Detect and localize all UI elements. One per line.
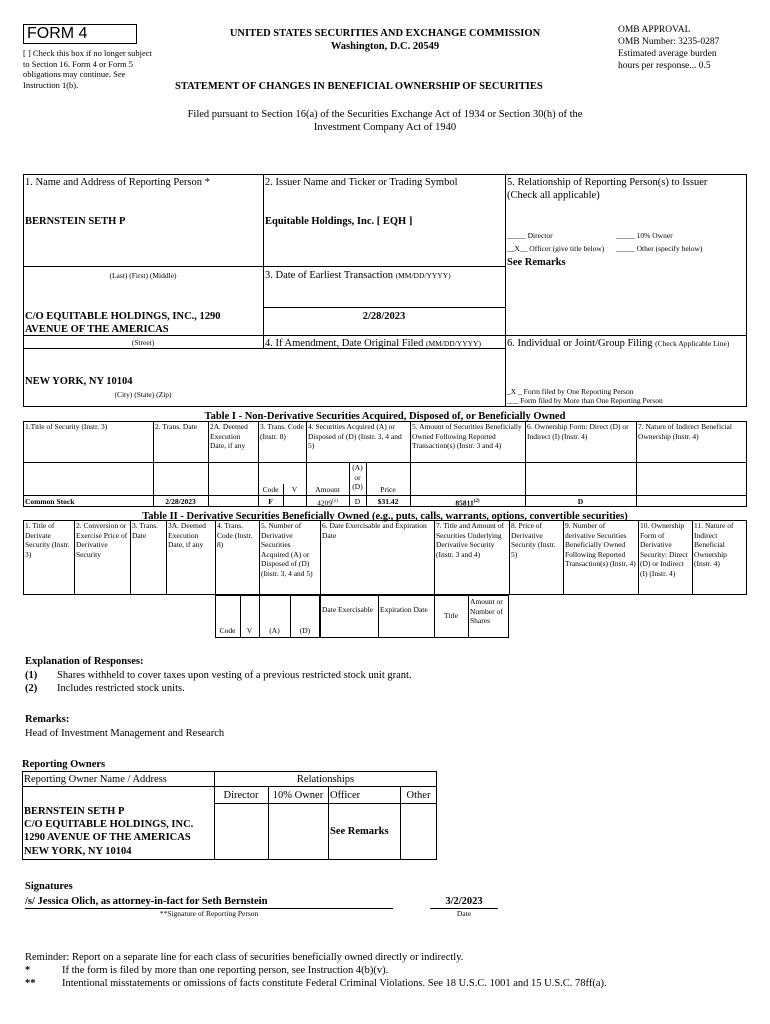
filing-more: ___ Form filed by More than One Reporting Person bbox=[507, 396, 663, 405]
explanation-heading: Explanation of Responses: bbox=[25, 656, 144, 667]
agency-line2: Washington, D.C. 20549 bbox=[330, 41, 440, 52]
footer-reminder: Reminder: Report on a separate line for each class of securities beneficially owned directly or indirectly. bbox=[25, 952, 464, 963]
earliest-date-format: (MM/DD/YYYY) bbox=[395, 271, 451, 280]
t2-sub-exp: Expiration Date bbox=[380, 605, 428, 614]
filing-one: _X _ Form filed by One Reporting Person bbox=[507, 387, 634, 396]
relationship-ten-pct: _____ 10% Owner bbox=[616, 231, 673, 240]
owners-heading: Reporting Owners bbox=[22, 759, 106, 770]
t1-row-amount-value: 4209 bbox=[317, 498, 333, 508]
issuer-label: 2. Issuer Name and Ticker or Trading Symbol bbox=[265, 177, 458, 188]
check-box-note: [ ] Check this box if no longer subject to Section 16. Form 4 or Form 5 obligations may continue. See Instruction 1(b). bbox=[23, 48, 152, 90]
t1-sub-price: Price bbox=[380, 485, 396, 494]
amendment-label-text: 4. If Amendment, Date Original Filed bbox=[265, 338, 424, 349]
t2-h7: 7. Title and Amount of Securities Underlying Derivative Security (Instr. 3 and 4) bbox=[436, 521, 505, 559]
t1-row-price: $31.42 bbox=[377, 497, 399, 506]
footer-note2-text: Intentional misstatements or omissions of facts constitute Federal Criminal Violations. See 18 U.S.C. 1001 and 15 U.S.C. 78ff(a). bbox=[62, 978, 607, 989]
signature-date: 3/2/2023 bbox=[445, 896, 483, 907]
explanation-text-1: Shares withheld to cover taxes upon vesting of a previous restricted stock unit grant. bbox=[57, 670, 412, 681]
t2-h6: 6. Date Exercisable and Expiration Date bbox=[322, 521, 427, 540]
owners-col-ten: 10% Owner bbox=[272, 790, 324, 801]
t1-sub-code: Code bbox=[262, 485, 279, 494]
t1-row-code: F bbox=[268, 497, 273, 506]
t2-h9: 9. Number of derivative Securities Beneficially Owned Following Reported Transaction(s) (Instr. 4) bbox=[565, 521, 636, 568]
t2-sub-amount: Amount or Number of Shares bbox=[470, 597, 503, 625]
amendment-label bbox=[265, 337, 481, 350]
explanation-num-1: (1) bbox=[25, 670, 38, 681]
t1-h4: 4. Securities Acquired (A) or Disposed of (D) (Instr. 3, 4 and 5) bbox=[308, 422, 402, 450]
street-caption: (Street) bbox=[131, 338, 155, 347]
t2-h3: 3. Trans. Date bbox=[132, 521, 159, 540]
t1-row-amount-note: (1) bbox=[332, 499, 338, 504]
t1-row-amount bbox=[306, 496, 349, 509]
t1-h1: 1.Title of Security (Instr. 3) bbox=[25, 422, 108, 431]
table2-title: Table II - Derivative Securities Beneficially Owned (e.g., puts, calls, warrants, options, convertible securities) bbox=[142, 511, 628, 522]
form-title-box bbox=[23, 24, 137, 44]
t2-h3a: 3A. Deemed Execution Date, if any bbox=[168, 521, 206, 549]
t1-row-title: Common Stock bbox=[25, 497, 75, 506]
t2-sub-v: V bbox=[246, 626, 253, 635]
owners-col-name: Reporting Owner Name / Address bbox=[24, 774, 167, 785]
t2-h2: 2. Conversion or Exercise Price of Derivative Security bbox=[76, 521, 128, 559]
omb-burden: Estimated average burden bbox=[618, 49, 717, 59]
t1-h2: 2. Trans. Date bbox=[155, 422, 198, 431]
t1-row-owned-value: 85811 bbox=[455, 498, 474, 508]
remarks-text: Head of Investment Management and Research bbox=[25, 728, 225, 739]
t2-h10: 10. Ownership Form of Derivative Security: Direct (D) or Indirect (I) (Instr. 4) bbox=[640, 521, 688, 578]
signature-date-caption: Date bbox=[456, 909, 472, 918]
owners-col-director: Director bbox=[223, 790, 259, 801]
t2-h4: 4. Trans. Code (Instr. 8) bbox=[217, 521, 253, 549]
filing-label bbox=[507, 337, 745, 350]
owner-name-line4: NEW YORK, NY 10104 bbox=[24, 846, 132, 857]
relationship-officer: __X__ Officer (give title below) bbox=[507, 244, 605, 253]
t2-h1: 1. Title of Derivate Security (Instr. 3) bbox=[25, 521, 70, 559]
t1-h3: 3. Trans. Code (Instr. 8) bbox=[260, 422, 304, 441]
relationship-other: _____ Other (specify below) bbox=[616, 244, 703, 253]
t1-h7: 7. Nature of Indirect Beneficial Ownership (Instr. 4) bbox=[638, 422, 732, 441]
owners-col-officer: Officer bbox=[330, 790, 361, 801]
relationship-see-remarks: See Remarks bbox=[507, 257, 566, 268]
t1-row-form: D bbox=[577, 497, 584, 506]
relationship-director: _____ Director bbox=[507, 231, 553, 240]
earliest-date-label-text: 3. Date of Earliest Transaction bbox=[265, 270, 394, 281]
relationship-label1: 5. Relationship of Reporting Person(s) to Issuer bbox=[507, 177, 708, 188]
owner-officer-value: See Remarks bbox=[330, 826, 389, 837]
explanation-text-2: Includes restricted stock units. bbox=[57, 683, 185, 694]
t2-sub-d: (D) bbox=[299, 626, 311, 635]
earliest-date-label bbox=[265, 269, 451, 282]
agency-line1: UNITED STATES SECURITIES AND EXCHANGE COMMISSION bbox=[229, 28, 541, 39]
t2-sub-date-ex: Date Exercisable bbox=[322, 605, 374, 614]
t2-h5: 5. Number of Derivative Securities Acquired (A) or Disposed of (D) (Instr. 3, 4 and 5) bbox=[261, 521, 313, 578]
name-caption: (Last) (First) (Middle) bbox=[109, 271, 177, 280]
t2-sub-code: Code bbox=[219, 626, 236, 635]
t2-sub-a: (A) bbox=[269, 626, 280, 635]
owner-name-line1: BERNSTEIN SETH P bbox=[24, 806, 125, 817]
footer-note1-mark: * bbox=[25, 965, 31, 976]
owners-col-rel: Relationships bbox=[296, 774, 355, 785]
amendment-format: (MM/DD/YYYY) bbox=[425, 339, 481, 348]
t1-row-date: 2/28/2023 bbox=[165, 497, 196, 506]
t2-sub-title: Title bbox=[444, 611, 458, 620]
signatures-heading: Signatures bbox=[25, 881, 73, 892]
table1-title: Table I - Non-Derivative Securities Acquired, Disposed of, or Beneficially Owned bbox=[204, 411, 566, 422]
reporting-person-name: BERNSTEIN SETH P bbox=[25, 216, 126, 227]
filed-pursuant-line1: Filed pursuant to Section 16(a) of the Securities Exchange Act of 1934 or Section 30(h) of the bbox=[187, 109, 583, 120]
omb-number: OMB Number: 3235-0287 bbox=[618, 37, 720, 47]
footer-note2-mark: ** bbox=[25, 978, 36, 989]
omb-approval: OMB APPROVAL bbox=[618, 25, 691, 35]
t1-row-aord: D bbox=[354, 497, 361, 506]
city-line: NEW YORK, NY 10104 bbox=[25, 376, 133, 387]
filed-pursuant-line2: Investment Company Act of 1940 bbox=[313, 122, 457, 133]
top-section bbox=[23, 174, 747, 407]
relationship-label2: (Check all applicable) bbox=[507, 190, 600, 201]
explanation-num-2: (2) bbox=[25, 683, 38, 694]
t1-row-owned-note: (2) bbox=[473, 499, 480, 504]
t1-row-owned bbox=[410, 496, 525, 509]
t1-h2a: 2A. Deemed Execution Date, if any bbox=[210, 422, 248, 450]
form-title: FORM 4 bbox=[27, 25, 88, 42]
issuer-value: Equitable Holdings, Inc. [ EQH ] bbox=[265, 216, 413, 227]
footer-note1-text: If the form is filed by more than one reporting person, see Instruction 4(b)(v). bbox=[62, 965, 389, 976]
omb-hours: hours per response... 0.5 bbox=[618, 61, 711, 71]
t1-h6: 6. Ownership Form: Direct (D) or Indirect (I) (Instr. 4) bbox=[527, 422, 629, 441]
city-caption: (City) (State) (Zip) bbox=[114, 390, 172, 399]
reporting-person-label: 1. Name and Address of Reporting Person * bbox=[25, 177, 210, 188]
filing-label-text: 6. Individual or Joint/Group Filing bbox=[507, 338, 653, 349]
t1-h5: 5. Amount of Securities Beneficially Owned Following Reported Transaction(s) (Instr. 3 and 4) bbox=[412, 422, 522, 450]
signer: /s/ Jessica Olich, as attorney-in-fact for Seth Bernstein bbox=[25, 896, 268, 907]
t2-h8: 8. Price of Derivative Security (Instr. 5) bbox=[511, 521, 556, 559]
t1-sub-v: V bbox=[291, 485, 298, 494]
filing-hint: (Check Applicable Line) bbox=[655, 339, 730, 348]
owners-col-other: Other bbox=[406, 790, 431, 801]
t2-h11: 11. Nature of Indirect Beneficial Ownership (Instr. 4) bbox=[694, 521, 734, 568]
earliest-date-value: 2/28/2023 bbox=[362, 311, 406, 322]
owner-name-line3: 1290 AVENUE OF THE AMERICAS bbox=[24, 832, 191, 843]
statement-title: STATEMENT OF CHANGES IN BENEFICIAL OWNERSHIP OF SECURITIES bbox=[175, 81, 543, 92]
remarks-heading: Remarks: bbox=[25, 714, 70, 725]
t1-sub-amount: Amount bbox=[315, 485, 340, 494]
owner-name-line2: C/O EQUITABLE HOLDINGS, INC. bbox=[24, 819, 194, 830]
t1-sub-aord: (A) or (D) bbox=[352, 463, 363, 491]
street-line1: C/O EQUITABLE HOLDINGS, INC., 1290 bbox=[25, 311, 221, 322]
signer-caption: **Signature of Reporting Person bbox=[159, 909, 259, 918]
street-line2: AVENUE OF THE AMERICAS bbox=[25, 324, 169, 335]
